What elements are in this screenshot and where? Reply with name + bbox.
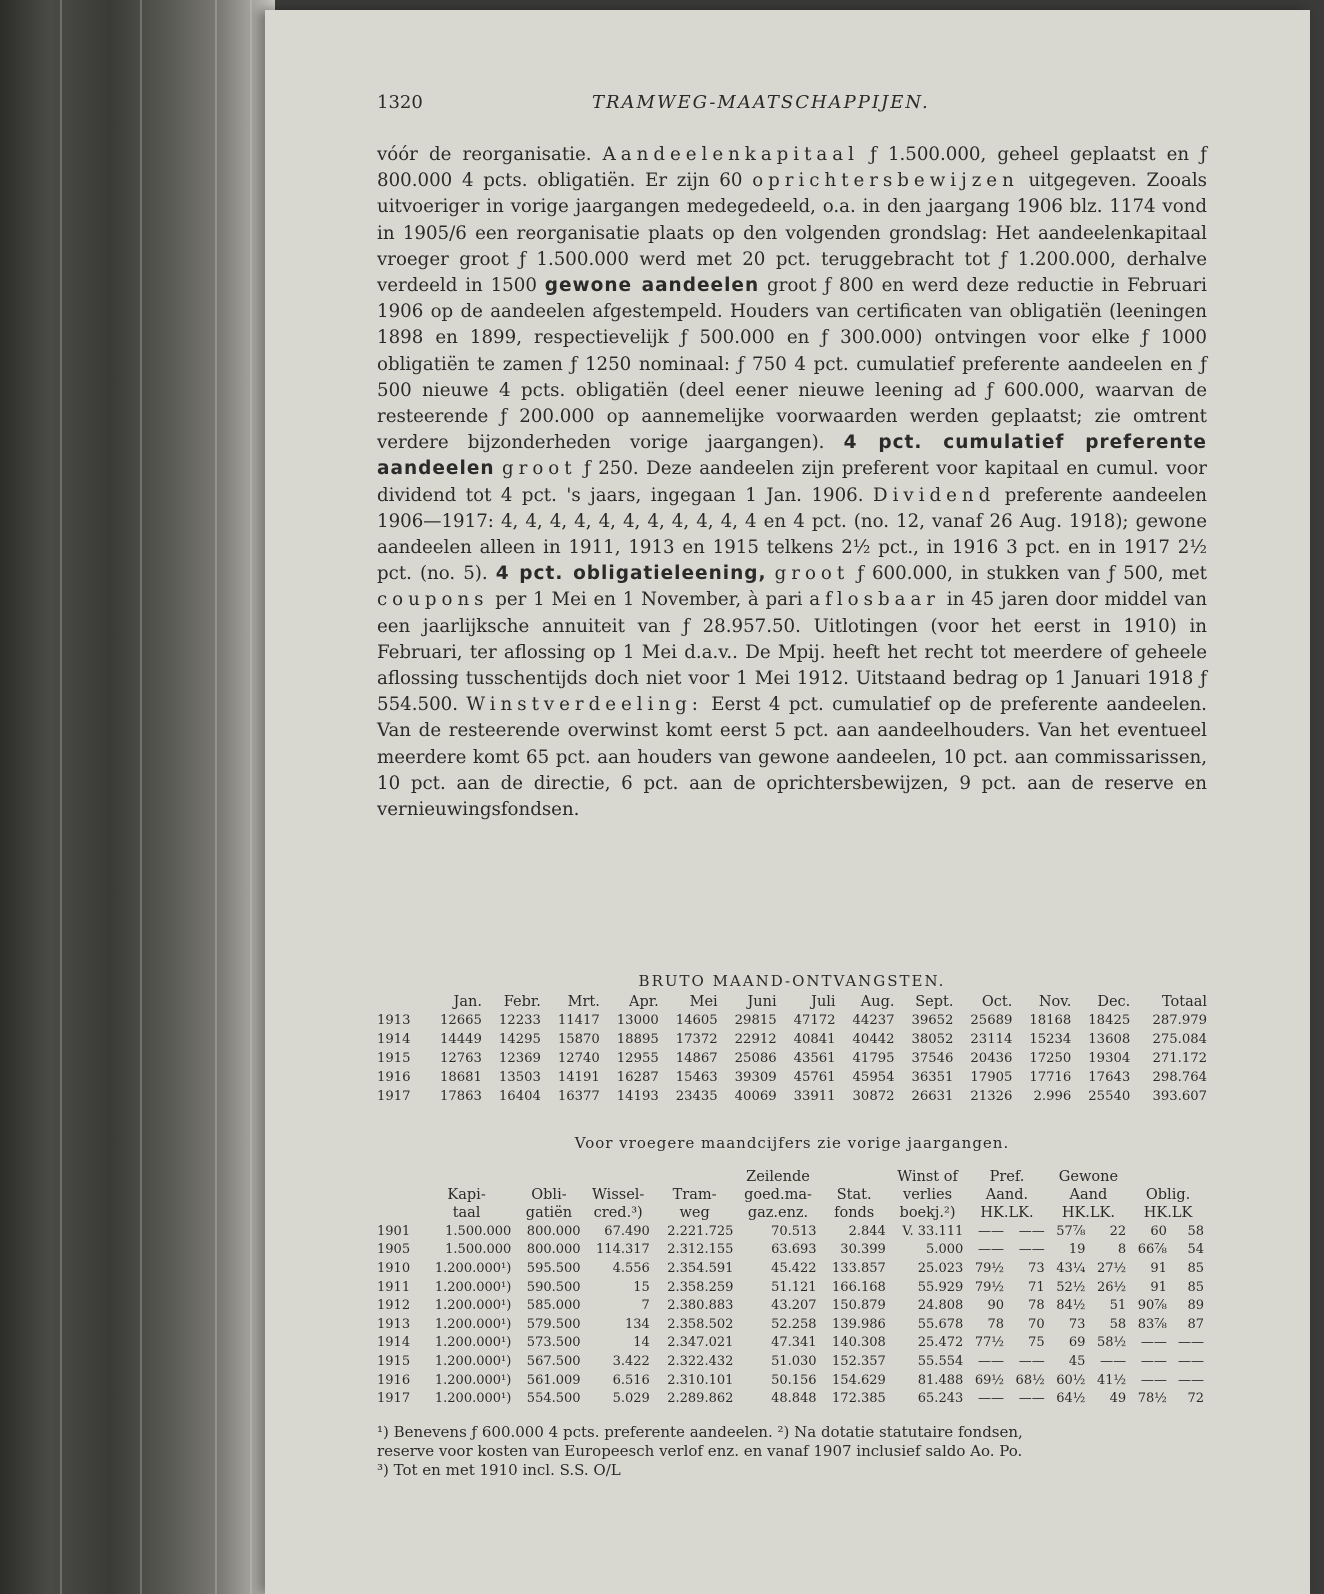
- table-cell: 19: [1068, 1242, 1086, 1258]
- table-row: [377, 1315, 1207, 1334]
- table-cell: 52.258: [771, 1316, 817, 1332]
- table-cell: 5.029: [612, 1391, 650, 1407]
- body-paragraph: [377, 142, 1207, 823]
- table-cell: 17250: [1029, 1051, 1072, 1066]
- table-cell: 1.200.000¹): [434, 1335, 512, 1351]
- table-cell: 64½: [1056, 1391, 1086, 1407]
- book-page: [265, 10, 1310, 1594]
- table-cell: 51.121: [771, 1279, 817, 1295]
- table-cell: 15234: [1029, 1032, 1072, 1047]
- year-cell: 1912: [377, 1298, 411, 1314]
- table-cell: 67.490: [604, 1223, 650, 1239]
- table-cell: 1.500.000: [445, 1242, 512, 1258]
- page-number: 1320: [377, 92, 423, 113]
- table-cell: 298.764: [1152, 1070, 1207, 1085]
- table-cell: 77½: [974, 1335, 1004, 1351]
- column-header: Nov.: [1038, 993, 1072, 1010]
- table-cell: 275.084: [1152, 1032, 1207, 1047]
- table-cell: 271.172: [1152, 1051, 1207, 1066]
- table-cell: 2.312.155: [667, 1242, 734, 1258]
- table-cell: 50.156: [771, 1372, 817, 1388]
- table-cell: ——: [977, 1353, 1004, 1369]
- table-cell: 16404: [498, 1089, 541, 1104]
- table-cell: 2.289.862: [667, 1391, 734, 1407]
- table-cell: 561.009: [526, 1372, 581, 1388]
- column-header-stat: Stat. fonds: [834, 1187, 875, 1221]
- table-cell: 85: [1187, 1260, 1204, 1276]
- year-cell: 1915: [377, 1051, 411, 1066]
- text-run: in 45 jaren door middel van een jaarlijksche annuiteit van ƒ 28.957.50. Uitlotingen (voor het eerst in 1910) in Februari, ter aflossing op 1 Mei d.a.v.. De Mpij. heeft het recht tot meerdere of geheele aflossing tusschentijds doch niet voor 1 Mei 1912. Uitstaand bedrag op 1 Januari 1918 ƒ 554.500.: [377, 589, 1207, 716]
- table-cell: 2.221.725: [667, 1223, 734, 1239]
- table-cell: 23114: [970, 1032, 1013, 1047]
- table-cell: 6.516: [612, 1372, 650, 1388]
- balance-table-body: [377, 1222, 1207, 1408]
- table-cell: 579.500: [526, 1316, 581, 1332]
- table-cell: ——: [977, 1391, 1004, 1407]
- table-cell: 60: [1150, 1223, 1167, 1239]
- text-run: ƒ 250. Deze aandeelen zijn preferent voor kapitaal en cumul. voor dividend tot 4 pct. 's jaars, ingegaan 1 Jan. 1906.: [377, 458, 1207, 506]
- year-cell: 1914: [377, 1335, 411, 1351]
- column-header: Jan.: [453, 993, 482, 1010]
- table-cell: 595.500: [526, 1260, 581, 1276]
- table-cell: 47.341: [771, 1335, 817, 1351]
- running-title: TRAMWEG-MAATSCHAPPIJEN.: [592, 92, 930, 113]
- column-header-wissel: Wissel- cred.³): [592, 1187, 645, 1221]
- table-cell: 172.385: [832, 1391, 886, 1407]
- table-cell: 150.879: [832, 1298, 886, 1314]
- spaced-term-aflosbaar: aflosbaar: [809, 589, 940, 611]
- table-row: [377, 1259, 1207, 1278]
- table-row: [377, 1352, 1207, 1371]
- column-header-winst: Winst of verlies boekj.²): [897, 1169, 958, 1221]
- table-cell: 36351: [911, 1070, 954, 1085]
- spaced-term-winstverdeeling: Winstverdeeling:: [466, 694, 703, 716]
- table-cell: 84½: [1056, 1298, 1086, 1314]
- table-cell: 14605: [675, 1013, 718, 1028]
- table-cell: 24.808: [917, 1298, 964, 1314]
- table-cell: 12233: [498, 1013, 541, 1028]
- column-header: [377, 992, 423, 1011]
- body-text: [377, 142, 1207, 823]
- table-cell: ——: [1178, 1353, 1204, 1369]
- table-cell: 13503: [498, 1070, 541, 1085]
- table-cell: 25689: [970, 1013, 1013, 1028]
- table-cell: 18681: [439, 1070, 482, 1085]
- column-header-kapitaal: Kapi- taal: [447, 1187, 486, 1221]
- table-cell: 15870: [557, 1032, 600, 1047]
- column-header-tramweg: Tram- weg: [672, 1187, 717, 1221]
- table-cell: 152.357: [832, 1353, 886, 1369]
- year-cell: 1916: [377, 1070, 411, 1085]
- table-cell: V. 33.111: [902, 1223, 964, 1239]
- table-cell: 12740: [557, 1051, 600, 1066]
- table-row: [377, 1087, 1207, 1106]
- table-cell: 79½: [974, 1279, 1004, 1295]
- column-header: Juli: [811, 993, 836, 1010]
- table-cell: 37546: [911, 1051, 954, 1066]
- table-cell: 41795: [852, 1051, 895, 1066]
- table-cell: 49: [1109, 1391, 1127, 1407]
- table-row: [377, 1049, 1207, 1068]
- year-cell: 1905: [377, 1242, 411, 1258]
- table-cell: 68½: [1015, 1372, 1045, 1388]
- spaced-term-aandeelenkapitaal: Aandeelenkapitaal: [602, 144, 859, 165]
- year-cell: 1917: [377, 1089, 411, 1104]
- table-cell: 20436: [970, 1051, 1013, 1066]
- table-cell: 25086: [734, 1051, 777, 1066]
- table-cell: ——: [977, 1223, 1004, 1239]
- table-cell: 52½: [1056, 1279, 1086, 1295]
- table-cell: 54: [1187, 1242, 1204, 1258]
- bold-heading-preferente-aandeelen: 4 pct. cumulatief preferente aandeelen: [377, 432, 1207, 480]
- table-cell: ——: [1140, 1335, 1167, 1351]
- table-cell: 26631: [911, 1089, 954, 1104]
- table-cell: 47172: [793, 1013, 836, 1028]
- year-cell: 1913: [377, 1013, 411, 1028]
- table-cell: 90: [987, 1298, 1004, 1314]
- table-cell: 18895: [616, 1032, 659, 1047]
- table-cell: 63.693: [771, 1242, 817, 1258]
- column-header: Sept.: [915, 993, 954, 1010]
- table-cell: 14295: [498, 1032, 541, 1047]
- text-run: groot ƒ 800 en werd deze reductie in Februari 1906 op de aandeelen afgestempeld. Houders van certificaten van obligatiën (leeningen 1898 en 1899, respectievelijk ƒ 500.000 en ƒ 300.000) ontvingen voor elke ƒ 1000 obligatiën te zamen ƒ 1250 nominaal: ƒ 750 4 pct. cumulatief preferente aandeelen en ƒ 500 nieuwe 4 pcts. obligatiën (deel eener nieuwe leening ad ƒ 600.000, waarvan de resteerende ƒ 200.000 op aannemelijke voorwaarden werden geplaatst; zie omtrent verdere bijzonderheden vorige jaargangen).: [377, 275, 1207, 454]
- receipts-table-title: BRUTO MAAND-ONTVANGSTEN.: [638, 972, 946, 990]
- table-row: [377, 1278, 1207, 1297]
- table-cell: 75: [1028, 1335, 1045, 1351]
- table-cell: 39309: [734, 1070, 777, 1085]
- column-header-zeilende: Zeilende goed.ma- gaz.enz.: [744, 1169, 812, 1221]
- table-cell: 51: [1109, 1298, 1127, 1314]
- column-header: Aug.: [860, 993, 895, 1010]
- table-cell: 21326: [970, 1089, 1013, 1104]
- monthly-receipts-table: [377, 992, 1207, 1106]
- table-cell: 25.472: [917, 1335, 964, 1351]
- table-cell: 43¼: [1056, 1260, 1086, 1276]
- table-cell: 17372: [675, 1032, 718, 1047]
- table-cell: 29815: [734, 1013, 777, 1028]
- table-cell: 65.243: [917, 1391, 964, 1407]
- table-cell: 40841: [793, 1032, 836, 1047]
- table-cell: 1.500.000: [445, 1223, 512, 1239]
- year-cell: 1914: [377, 1032, 411, 1047]
- table-cell: 2.310.101: [667, 1372, 734, 1388]
- table-cell: 1.200.000¹): [434, 1372, 512, 1388]
- year-cell: 1917: [377, 1391, 411, 1407]
- table-cell: ——: [1018, 1223, 1045, 1239]
- page-edge-line: [215, 0, 217, 1594]
- table-cell: 25540: [1088, 1089, 1131, 1104]
- table-header-row: [377, 1168, 1207, 1222]
- table-cell: 14191: [557, 1070, 600, 1085]
- table-cell: 87: [1187, 1316, 1204, 1332]
- table-row: [377, 1371, 1207, 1390]
- text-run: preferente aandeelen 1906—1917: 4, 4, 4, 4, 4, 4, 4, 4, 4, 4, 4 en 4 pct. (no. 12, vanaf 26 Aug. 1918); gewone aandeelen alleen in 1911, 1913 en 1915 telkens 2½ pct., in 1916 3 pct. en in 1917 2½ pct. (no. 5).: [377, 484, 1207, 585]
- table-cell: 2.358.502: [667, 1316, 734, 1332]
- table-row: [377, 1389, 1207, 1408]
- table-cell: 554.500: [526, 1391, 581, 1407]
- page-edge-line: [140, 0, 142, 1594]
- text-run: vóór de reorganisatie.: [377, 144, 592, 165]
- column-header: Mrt.: [567, 993, 600, 1010]
- table-cell: 1.200.000¹): [434, 1260, 512, 1276]
- table-cell: 45: [1068, 1353, 1086, 1369]
- text-run: Eerst 4 pct. cumulatief op de preferente aandeelen. Van de resteerende overwinst komt eerst 5 pct. aan aandeelhouders. Van het eventueel meerdere komt 65 pct. aan houders van gewone aandeelen, 10 pct. aan commissarissen, 10 pct. aan de directie, 6 pct. aan de oprichtersbewijzen, 9 pct. aan de reserve en vernieuwingsfondsen.: [377, 694, 1207, 821]
- footnote: reserve voor kosten van Europeesch verlof enz. en vanaf 1907 inclusief saldo Ao. Po.: [377, 1442, 1023, 1460]
- table-cell: 573.500: [526, 1335, 581, 1351]
- table-cell: 2.354.591: [667, 1260, 734, 1276]
- page-edge-line: [60, 0, 62, 1594]
- table-cell: 18425: [1088, 1013, 1131, 1028]
- table-cell: 91: [1150, 1260, 1167, 1276]
- column-header: Totaal: [1161, 993, 1207, 1010]
- table-cell: 30.399: [840, 1242, 886, 1258]
- table-cell: 41½: [1096, 1372, 1127, 1388]
- table-cell: 44237: [852, 1013, 895, 1028]
- table-cell: 393.607: [1152, 1089, 1207, 1104]
- table-cell: 154.629: [832, 1372, 886, 1388]
- table-cell: 13000: [616, 1013, 659, 1028]
- table-cell: 17716: [1029, 1070, 1072, 1085]
- table-cell: 58½: [1096, 1335, 1127, 1351]
- table-header-row: [377, 992, 1207, 1011]
- table-cell: 45954: [852, 1070, 895, 1085]
- spaced-term-coupons: coupons: [377, 589, 489, 611]
- column-header: Apr.: [629, 993, 659, 1010]
- table-cell: 48.848: [771, 1391, 817, 1407]
- text-run: ƒ 1.500.000, geheel geplaatst en ƒ 800.000 4 pcts. obligatiën. Er zijn 60: [377, 144, 1207, 192]
- footnote: ¹) Benevens ƒ 600.000 4 pcts. preferente aandeelen. ²) Na dotatie statutaire fondsen,: [377, 1423, 1023, 1441]
- table-cell: 3.422: [612, 1353, 650, 1369]
- table-cell: 8: [1117, 1242, 1127, 1258]
- table-cell: 7: [641, 1298, 650, 1314]
- footnote: ³) Tot en met 1910 incl. S.S. O/L: [377, 1461, 621, 1479]
- table-cell: 38052: [911, 1032, 954, 1047]
- table-cell: 58: [1109, 1316, 1127, 1332]
- table-cell: 43.207: [771, 1298, 817, 1314]
- column-header: Dec.: [1097, 993, 1131, 1010]
- table-cell: 60½: [1056, 1372, 1086, 1388]
- table-cell: 800.000: [526, 1242, 581, 1258]
- table-cell: 91: [1150, 1279, 1167, 1295]
- column-header: Febr.: [503, 993, 541, 1010]
- table-cell: 14193: [616, 1089, 659, 1104]
- table-cell: 14449: [439, 1032, 482, 1047]
- table-cell: 57⅞: [1056, 1223, 1086, 1239]
- table-cell: ——: [1178, 1335, 1204, 1351]
- table-cell: 79½: [974, 1260, 1004, 1276]
- table-cell: 1.200.000¹): [434, 1316, 512, 1332]
- reference-note: Voor vroegere maandcijfers zie vorige jaargangen.: [574, 1134, 1010, 1152]
- table-cell: 16287: [616, 1070, 659, 1085]
- table-cell: 166.168: [832, 1279, 886, 1295]
- table-cell: 15463: [675, 1070, 718, 1085]
- table-cell: 1.200.000¹): [434, 1298, 512, 1314]
- spaced-term-dividend: Dividend: [873, 484, 996, 506]
- footnotes: [377, 1423, 1207, 1480]
- table-cell: 66⅞: [1137, 1242, 1167, 1258]
- table-cell: 140.308: [832, 1335, 886, 1351]
- table-cell: 12763: [439, 1051, 482, 1066]
- table-cell: 133.857: [832, 1260, 886, 1276]
- page-header: [377, 92, 1207, 122]
- table-cell: 1.200.000¹): [434, 1279, 512, 1295]
- table-cell: 40069: [734, 1089, 777, 1104]
- table-cell: 55.554: [917, 1353, 964, 1369]
- spaced-term-groot: groot: [502, 458, 577, 480]
- book-spine: [0, 0, 275, 1594]
- table-cell: 78: [987, 1316, 1004, 1332]
- table-cell: 12665: [439, 1013, 482, 1028]
- table-row: [377, 1296, 1207, 1315]
- table-cell: 55.678: [917, 1316, 964, 1332]
- table-cell: 55.929: [917, 1279, 964, 1295]
- table-cell: 73: [1028, 1260, 1045, 1276]
- table-cell: 12955: [616, 1051, 659, 1066]
- column-header-year: [377, 1168, 419, 1222]
- table-cell: 23435: [675, 1089, 718, 1104]
- year-cell: 1901: [377, 1223, 411, 1239]
- table-cell: 11417: [557, 1013, 600, 1028]
- table-cell: 78½: [1137, 1391, 1167, 1407]
- table-cell: 81.488: [917, 1372, 964, 1388]
- table-cell: 114.317: [596, 1242, 650, 1258]
- column-header-obligatien: Obli- gatiën: [525, 1187, 573, 1221]
- table-row: [377, 1241, 1207, 1260]
- table-cell: 13608: [1088, 1032, 1131, 1047]
- table-cell: 18168: [1029, 1013, 1072, 1028]
- text-run: per 1 Mei en 1 November, à pari: [495, 589, 803, 611]
- bold-heading-gewone-aandeelen: gewone aandeelen: [544, 275, 760, 297]
- receipts-table-body: [377, 1011, 1207, 1106]
- table-cell: 800.000: [526, 1223, 581, 1239]
- table-cell: 4.556: [612, 1260, 650, 1276]
- column-header-pref: Pref. Aand. HK.LK.: [980, 1169, 1034, 1221]
- column-header-oblig: Oblig. HK.LK: [1143, 1187, 1193, 1221]
- table-cell: 72: [1187, 1391, 1204, 1407]
- table-cell: 43561: [793, 1051, 836, 1066]
- table-cell: 2.380.883: [667, 1298, 734, 1314]
- table-cell: ——: [1100, 1353, 1127, 1369]
- table-cell: 83⅞: [1137, 1316, 1167, 1332]
- year-cell: 1911: [377, 1279, 411, 1295]
- spaced-term-groot: groot: [774, 563, 850, 585]
- table-cell: 585.000: [526, 1298, 581, 1314]
- table-cell: ——: [977, 1242, 1004, 1258]
- text-run: ƒ 600.000, in stukken van ƒ 500, met: [857, 563, 1207, 585]
- table-cell: 89: [1187, 1298, 1204, 1314]
- table-row: [377, 1011, 1207, 1030]
- table-row: [377, 1068, 1207, 1087]
- table-cell: 40442: [852, 1032, 895, 1047]
- table-cell: 1.200.000¹): [434, 1353, 512, 1369]
- table-cell: 70: [1028, 1316, 1045, 1332]
- table-cell: 134: [624, 1316, 650, 1332]
- table-cell: 5.000: [926, 1242, 964, 1258]
- table-cell: 51.030: [771, 1353, 817, 1369]
- table-cell: 1.200.000¹): [434, 1391, 512, 1407]
- table-cell: 14: [633, 1335, 650, 1351]
- year-cell: 1916: [377, 1372, 411, 1388]
- text-run: uitgegeven. Zooals uitvoeriger in vorige jaargangen medegedeeld, o.a. in den jaargang 1906 blz. 1174 vond in 1905/6 een reorganisatie plaats op den volgenden grondslag: Het aandeelenkapitaal vroeger groot ƒ 1.500.000 werd met 20 pct. teruggebracht tot ƒ 1.200.000, derhalve verdeeld in 1500: [377, 170, 1207, 297]
- table-cell: 17863: [439, 1089, 482, 1104]
- table-cell: 2.358.259: [667, 1279, 734, 1295]
- table-cell: 27½: [1096, 1260, 1127, 1276]
- table-cell: 2.996: [1033, 1089, 1072, 1104]
- table-cell: 2.347.021: [667, 1335, 734, 1351]
- table-cell: ——: [1018, 1242, 1045, 1258]
- table-cell: 12369: [498, 1051, 541, 1066]
- table-cell: 25.023: [917, 1260, 964, 1276]
- year-cell: 1910: [377, 1260, 411, 1276]
- table-row: [377, 1334, 1207, 1353]
- table-cell: 17643: [1088, 1070, 1131, 1085]
- table-cell: 58: [1187, 1223, 1204, 1239]
- table-cell: 14867: [675, 1051, 718, 1066]
- table-cell: 45761: [793, 1070, 836, 1085]
- page-edge-line: [250, 0, 252, 1594]
- table-cell: 2.322.432: [667, 1353, 734, 1369]
- table-cell: 73: [1068, 1316, 1086, 1332]
- table-cell: ——: [1140, 1372, 1167, 1388]
- table-cell: 78: [1028, 1298, 1045, 1314]
- table-cell: 39652: [911, 1013, 954, 1028]
- table-row: [377, 1030, 1207, 1049]
- bold-heading-obligatieleening: 4 pct. obligatieleening,: [495, 563, 767, 585]
- table-cell: 19304: [1088, 1051, 1131, 1066]
- column-header: Mei: [689, 993, 718, 1010]
- table-cell: 70.513: [771, 1223, 817, 1239]
- table-cell: ——: [1018, 1391, 1045, 1407]
- table-cell: 287.979: [1152, 1013, 1207, 1028]
- table-cell: 15: [633, 1279, 650, 1295]
- table-cell: 69: [1068, 1335, 1086, 1351]
- table-cell: 45.422: [771, 1260, 817, 1276]
- table-cell: 90⅞: [1137, 1298, 1167, 1314]
- balance-history-table: [377, 1168, 1207, 1408]
- table-cell: 2.844: [848, 1223, 886, 1239]
- table-cell: 26½: [1096, 1279, 1127, 1295]
- table-cell: ——: [1178, 1372, 1204, 1388]
- table-cell: 69½: [974, 1372, 1004, 1388]
- table-cell: 22912: [734, 1032, 777, 1047]
- table-cell: 85: [1187, 1279, 1204, 1295]
- table-cell: 590.500: [526, 1279, 581, 1295]
- table-cell: 33911: [793, 1089, 836, 1104]
- table-cell: 71: [1028, 1279, 1045, 1295]
- table-cell: ——: [1140, 1353, 1167, 1369]
- table-row: [377, 1222, 1207, 1241]
- column-header: Juni: [747, 993, 777, 1010]
- column-header: Oct.: [981, 993, 1013, 1010]
- spaced-term-oprichtersbewijzen: oprichtersbewijzen: [752, 170, 1019, 192]
- table-cell: 22: [1109, 1223, 1127, 1239]
- table-cell: 567.500: [526, 1353, 581, 1369]
- year-cell: 1913: [377, 1316, 411, 1332]
- table-cell: ——: [1018, 1353, 1045, 1369]
- table-cell: 30872: [852, 1089, 895, 1104]
- column-header-gewone: Gewone Aand HK.LK.: [1058, 1169, 1119, 1221]
- table-cell: 139.986: [832, 1316, 886, 1332]
- year-cell: 1915: [377, 1353, 411, 1369]
- table-cell: 16377: [557, 1089, 600, 1104]
- table-cell: 17905: [970, 1070, 1013, 1085]
